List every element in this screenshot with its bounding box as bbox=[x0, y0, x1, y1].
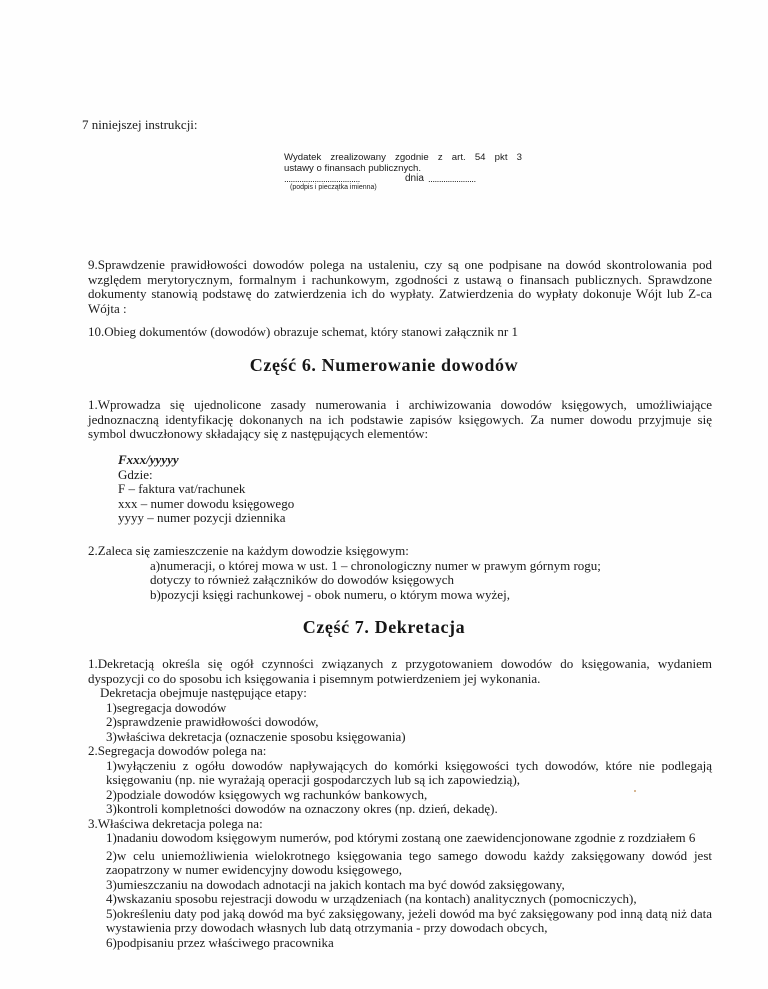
section-7-title: Część 7. Dekretacja bbox=[302, 617, 466, 637]
stamp-line-2: ustawy o finansach publicznych. bbox=[284, 163, 422, 174]
dnia-label: dnia bbox=[405, 173, 424, 184]
list-item: 3)właściwa dekretacja (oznaczenie sposobu księgowania) bbox=[106, 728, 406, 744]
paragraph-10: 10.Obieg dokumentów (dowodów) obrazuje schemat, który stanowi załącznik nr 1 bbox=[88, 324, 518, 339]
legend-label: Gdzie: bbox=[118, 466, 153, 482]
paragraph-3-heading: 3.Właściwa dekretacja polega na: bbox=[88, 815, 263, 831]
stamp-line-1: Wydatek zrealizowany zgodnie z art. 54 pkt 3 bbox=[284, 152, 522, 163]
number-format-block bbox=[118, 453, 294, 526]
scan-speck bbox=[634, 790, 636, 792]
legend-item: yyyy – numer pozycji dziennika bbox=[118, 510, 286, 525]
list-item: b)pozycji księgi rachunkowej - obok numeru, o którym mowa wyżej, bbox=[150, 586, 510, 602]
list-item: 1)wyłączeniu z ogółu dowodów napływających do komórki księgowości tych dowodów, które nie podlegają księgowaniu (np. nie wyrażają operacji gospodarczych lub są ich zapowiedzią), bbox=[106, 757, 712, 787]
list-item: 3)kontroli kompletności dowodów na oznaczony okres (np. dzień, dekadę). bbox=[106, 801, 498, 816]
list-item: 1)nadaniu dowodom księgowym numerów, pod którymi zostaną one zaewidencjonowane zgodnie z rozdziałem 6 bbox=[106, 830, 696, 845]
date-dots: ...................... bbox=[428, 174, 476, 185]
approval-stamp bbox=[284, 152, 522, 191]
section-6-title: Część 6. Numerowanie dowodów bbox=[249, 355, 519, 375]
paragraph-2-heading: 2.Segregacja dowodów polega na: bbox=[88, 743, 267, 758]
signature-caption: (podpis i pieczątka imienna) bbox=[290, 184, 377, 191]
intro-line: 7 niniejszej instrukcji: bbox=[82, 117, 198, 132]
stamp-signature-row bbox=[284, 173, 522, 191]
list-item: 5)określeniu daty pod jaką dowód ma być zaksięgowany, jeżeli dowód ma być zaksięgowany pod inną datą niż data wystawienia przy dowodach własnych lub datą otrzymania - przy dowodach obcych, bbox=[106, 905, 712, 935]
legend-item: F – faktura vat/rachunek bbox=[118, 481, 246, 496]
list-item: 3)umieszczaniu na dowodach adnotacji na jakich kontach ma być dowód zaksięgowany, bbox=[106, 876, 565, 892]
paragraph-9: 9.Sprawdzenie prawidłowości dowodów polega na ustaleniu, czy są one podpisane na dowód skontrolowania pod względem merytorycznym, formalnym i rachunkowym, zgodności z ustawą o finansach publicznych. Sprawdzone dokumenty stanowią podstawę do zatwierdzenia ich do wypłaty. Zatwierdzenia do wypłaty dokonuje Wójt lub Z-ca Wójta : bbox=[88, 257, 712, 316]
section-7-paragraph-1: 1.Dekretacją określa się ogół czynności związanych z przygotowaniem dowodów do księgowania, wydaniem dyspozycji co do sposobu ich księgowania i pisemnym potwierdzeniem jej wykonania. bbox=[88, 656, 712, 686]
list-item: 4)wskazaniu sposobu rejestracji dowodu w urządzeniach (na kontach) analitycznych (pomocniczych), bbox=[106, 891, 637, 906]
stages-label: Dekretacja obejmuje następujące etapy: bbox=[100, 685, 307, 700]
list-item: 6)podpisaniu przez właściwego pracownika bbox=[106, 934, 334, 950]
section-6-paragraph-2 bbox=[88, 544, 688, 602]
legend-item: xxx – numer dowodu księgowego bbox=[118, 495, 295, 511]
list-item: 2)sprawdzenie prawidłowości dowodów, bbox=[106, 714, 319, 729]
list-item: 2)podziale dowodów księgowych wg rachunków bankowych, bbox=[106, 786, 428, 802]
list-item: a)numeracji, o której mowa w ust. 1 – chronologiczny numer w prawym górnym rogu; dotyczy to również załączników do dowodów księgowych bbox=[150, 557, 601, 587]
paragraph-2-heading: 2.Zaleca się zamieszczenie na każdym dowodzie księgowym: bbox=[88, 543, 409, 558]
number-format-code: Fxxx/yyyyy bbox=[118, 452, 179, 467]
list-item: 1)segregacja dowodów bbox=[106, 699, 227, 715]
section-6-paragraph-1: 1.Wprowadza się ujednolicone zasady numerowania i archiwizowania dowodów księgowych, umożliwiające jednoznaczną identyfikację dokonanych na ich podstawie zapisów księgowych. Za numer dowodu przyjmuje się symbol dwuczłonowy składający się z następujących elementów: bbox=[88, 397, 712, 441]
signature-dots: ................................... bbox=[284, 174, 360, 185]
section-7-stages bbox=[88, 686, 712, 950]
list-item: 2)w celu uniemożliwienia wielokrotnego księgowania tego samego dowodu każdy zaksięgowany dowód jest zaopatrzony w numer ewidencyjny dowodu księgowego, bbox=[106, 847, 712, 877]
